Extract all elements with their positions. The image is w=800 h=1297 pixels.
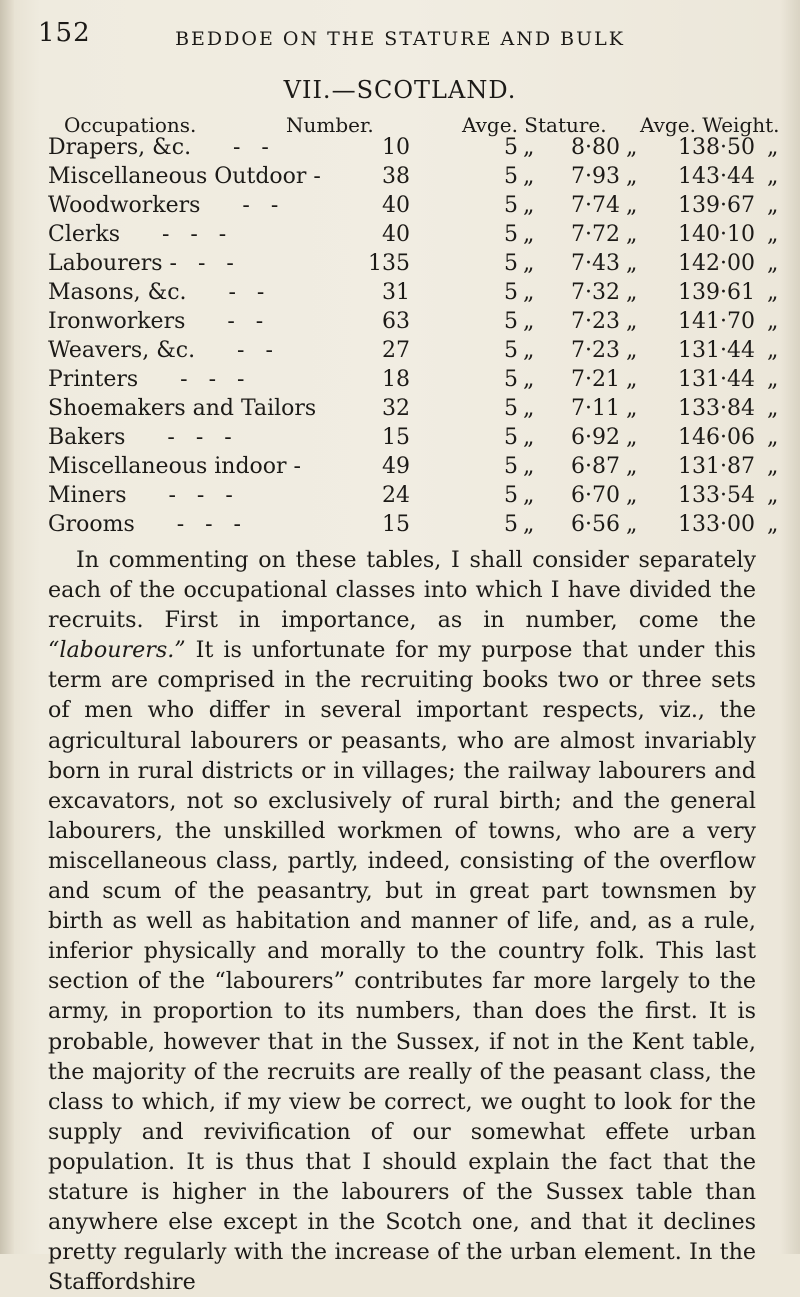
running-head: BEDDOE ON THE STATURE AND BULK (175, 28, 625, 50)
stature-feet-cell: 5 (504, 164, 518, 189)
stature-feet-cell: 5 (504, 338, 518, 363)
table-title: VII.—SCOTLAND. (283, 76, 517, 104)
occupation-cell: Shoemakers and Tailors (48, 396, 317, 421)
ditto-mark: „ (626, 164, 638, 189)
weight-cell: 142·00 (678, 251, 755, 276)
ditto-mark: „ (523, 135, 535, 160)
number-cell: 49 (382, 454, 410, 479)
ditto-mark: „ (767, 251, 779, 276)
stature-feet-cell: 5 (504, 454, 518, 479)
stature-feet-cell: 5 (504, 309, 518, 334)
stature-inches-cell: 7·21 (571, 367, 620, 392)
stature-feet-cell: 5 (504, 367, 518, 392)
ditto-mark: „ (523, 367, 535, 392)
occupation-cell: Clerks - - - (48, 222, 227, 247)
stature-feet-cell: 5 (504, 222, 518, 247)
table-row (0, 162, 800, 191)
table-row (0, 133, 800, 162)
stature-inches-cell: 6·87 (571, 454, 620, 479)
ditto-mark: „ (767, 396, 779, 421)
table-row (0, 452, 800, 481)
stature-feet-cell: 5 (504, 251, 518, 276)
ditto-mark: „ (767, 425, 779, 450)
stature-inches-cell: 7·11 (571, 396, 620, 421)
stature-inches-cell: 6·92 (571, 425, 620, 450)
occupation-cell: Bakers - - - (48, 425, 232, 450)
ditto-mark: „ (626, 512, 638, 537)
occupation-cell: Masons, &c. - - (48, 280, 265, 305)
table-row (0, 423, 800, 452)
table-row (0, 191, 800, 220)
occupation-cell: Printers - - - (48, 367, 245, 392)
ditto-mark: „ (523, 309, 535, 334)
table-row (0, 336, 800, 365)
ditto-mark: „ (523, 193, 535, 218)
ditto-mark: „ (626, 367, 638, 392)
stature-feet-cell: 5 (504, 512, 518, 537)
table-row (0, 220, 800, 249)
ditto-mark: „ (767, 309, 779, 334)
ditto-mark: „ (523, 338, 535, 363)
weight-cell: 139·67 (678, 193, 755, 218)
stature-inches-cell: 7·32 (571, 280, 620, 305)
number-cell: 38 (382, 164, 410, 189)
stature-feet-cell: 5 (504, 396, 518, 421)
number-cell: 135 (368, 251, 410, 276)
stature-inches-cell: 7·72 (571, 222, 620, 247)
ditto-mark: „ (767, 164, 779, 189)
weight-cell: 146·06 (678, 425, 755, 450)
stature-inches-cell: 7·23 (571, 338, 620, 363)
ditto-mark: „ (626, 222, 638, 247)
weight-cell: 138·50 (678, 135, 755, 160)
ditto-mark: „ (767, 280, 779, 305)
ditto-mark: „ (626, 396, 638, 421)
stature-feet-cell: 5 (504, 425, 518, 450)
number-cell: 40 (382, 193, 410, 218)
occupation-cell: Drapers, &c. - - (48, 135, 269, 160)
page-number: 152 (38, 18, 91, 48)
ditto-mark: „ (626, 338, 638, 363)
number-cell: 10 (382, 135, 410, 160)
ditto-mark: „ (767, 222, 779, 247)
ditto-mark: „ (523, 512, 535, 537)
table-row (0, 249, 800, 278)
occupation-cell: Labourers - - - (48, 251, 234, 276)
number-cell: 31 (382, 280, 410, 305)
number-cell: 24 (382, 483, 410, 508)
ditto-mark: „ (523, 454, 535, 479)
number-cell: 15 (382, 425, 410, 450)
weight-cell: 139·61 (678, 280, 755, 305)
column-header-occupations: Occupations. (64, 113, 197, 137)
number-cell: 27 (382, 338, 410, 363)
weight-cell: 133·00 (678, 512, 755, 537)
ditto-mark: „ (523, 483, 535, 508)
table-row (0, 365, 800, 394)
ditto-mark: „ (767, 454, 779, 479)
stature-inches-cell: 7·43 (571, 251, 620, 276)
stature-feet-cell: 5 (504, 483, 518, 508)
ditto-mark: „ (626, 280, 638, 305)
number-cell: 18 (382, 367, 410, 392)
paragraph-part-1: In commenting on these tables, I shall consider separately each of the occupational classes into which I have divided the recruits. First in importance, as in number, come the (48, 547, 756, 634)
occupation-cell: Miscellaneous indoor - (48, 454, 301, 479)
stature-inches-cell: 7·93 (571, 164, 620, 189)
occupation-cell: Weavers, &c. - - (48, 338, 273, 363)
ditto-mark: „ (767, 483, 779, 508)
ditto-mark: „ (523, 280, 535, 305)
ditto-mark: „ (626, 483, 638, 508)
stature-feet-cell: 5 (504, 280, 518, 305)
stature-inches-cell: 8·80 (571, 135, 620, 160)
ditto-mark: „ (767, 135, 779, 160)
ditto-mark: „ (626, 425, 638, 450)
ditto-mark: „ (767, 367, 779, 392)
ditto-mark: „ (523, 425, 535, 450)
table-row (0, 307, 800, 336)
ditto-mark: „ (626, 251, 638, 276)
stature-inches-cell: 7·74 (571, 193, 620, 218)
ditto-mark: „ (523, 396, 535, 421)
ditto-mark: „ (626, 135, 638, 160)
stature-feet-cell: 5 (504, 193, 518, 218)
stature-feet-cell: 5 (504, 135, 518, 160)
occupation-table (0, 133, 800, 539)
weight-cell: 131·87 (678, 454, 755, 479)
weight-cell: 140·10 (678, 222, 755, 247)
ditto-mark: „ (767, 512, 779, 537)
occupation-cell: Miners - - - (48, 483, 233, 508)
number-cell: 63 (382, 309, 410, 334)
weight-cell: 131·44 (678, 367, 755, 392)
weight-cell: 133·54 (678, 483, 755, 508)
body-paragraph (48, 545, 756, 1297)
stature-inches-cell: 6·56 (571, 512, 620, 537)
occupation-cell: Grooms - - - (48, 512, 241, 537)
column-header-weight: Avge. Weight. (640, 113, 780, 137)
table-row (0, 481, 800, 510)
stature-inches-cell: 6·70 (571, 483, 620, 508)
table-row (0, 394, 800, 423)
table-row (0, 278, 800, 307)
table-row (0, 510, 800, 539)
weight-cell: 133·84 (678, 396, 755, 421)
ditto-mark: „ (767, 193, 779, 218)
weight-cell: 141·70 (678, 309, 755, 334)
labourers-italic: “labourers.” (48, 637, 186, 664)
ditto-mark: „ (523, 251, 535, 276)
column-header-number: Number. (286, 113, 374, 137)
ditto-mark: „ (626, 193, 638, 218)
ditto-mark: „ (523, 164, 535, 189)
stature-inches-cell: 7·23 (571, 309, 620, 334)
occupation-cell: Woodworkers - - (48, 193, 279, 218)
occupation-cell: Miscellaneous Outdoor - (48, 164, 321, 189)
occupation-cell: Ironworkers - - (48, 309, 264, 334)
column-header-stature: Avge. Stature. (462, 113, 607, 137)
weight-cell: 143·44 (678, 164, 755, 189)
ditto-mark: „ (767, 338, 779, 363)
ditto-mark: „ (626, 454, 638, 479)
ditto-mark: „ (523, 222, 535, 247)
number-cell: 15 (382, 512, 410, 537)
ditto-mark: „ (626, 309, 638, 334)
paragraph-part-2: It is unfortunate for my purpose that under this term are comprised in the recruiting books two or three sets of men who differ in several important respects, viz., the agricultural labourers or peasants, who are almost invariably born in rural districts or in villages; the railway labourers and excavators, not so exclusively of rural birth; and the general labourers, the unskilled workmen of towns, who are a very miscellaneous class, partly, indeed, consisting of the overflow and scum of the peasantry, but in great part townsmen by birth as well as habitation and manner of life, and, as a rule, inferior physically and morally to the country folk. This last section of the “labourers” contributes far more largely to the army, in proportion to its numbers, than does the first. It is probable, however that in the Sussex, if not in the Kent table, the majority of the recruits are really of the peasant class, the class to which, if my view be correct, we ought to look for the supply and revivification of our somewhat effete urban population. It is thus that I should explain the fact that the stature is higher in the labourers of the Sussex table than anywhere else except in the Scotch one, and that it declines pretty regularly with the increase of the urban element. In the Staffordshire (48, 637, 756, 1296)
number-cell: 32 (382, 396, 410, 421)
weight-cell: 131·44 (678, 338, 755, 363)
number-cell: 40 (382, 222, 410, 247)
